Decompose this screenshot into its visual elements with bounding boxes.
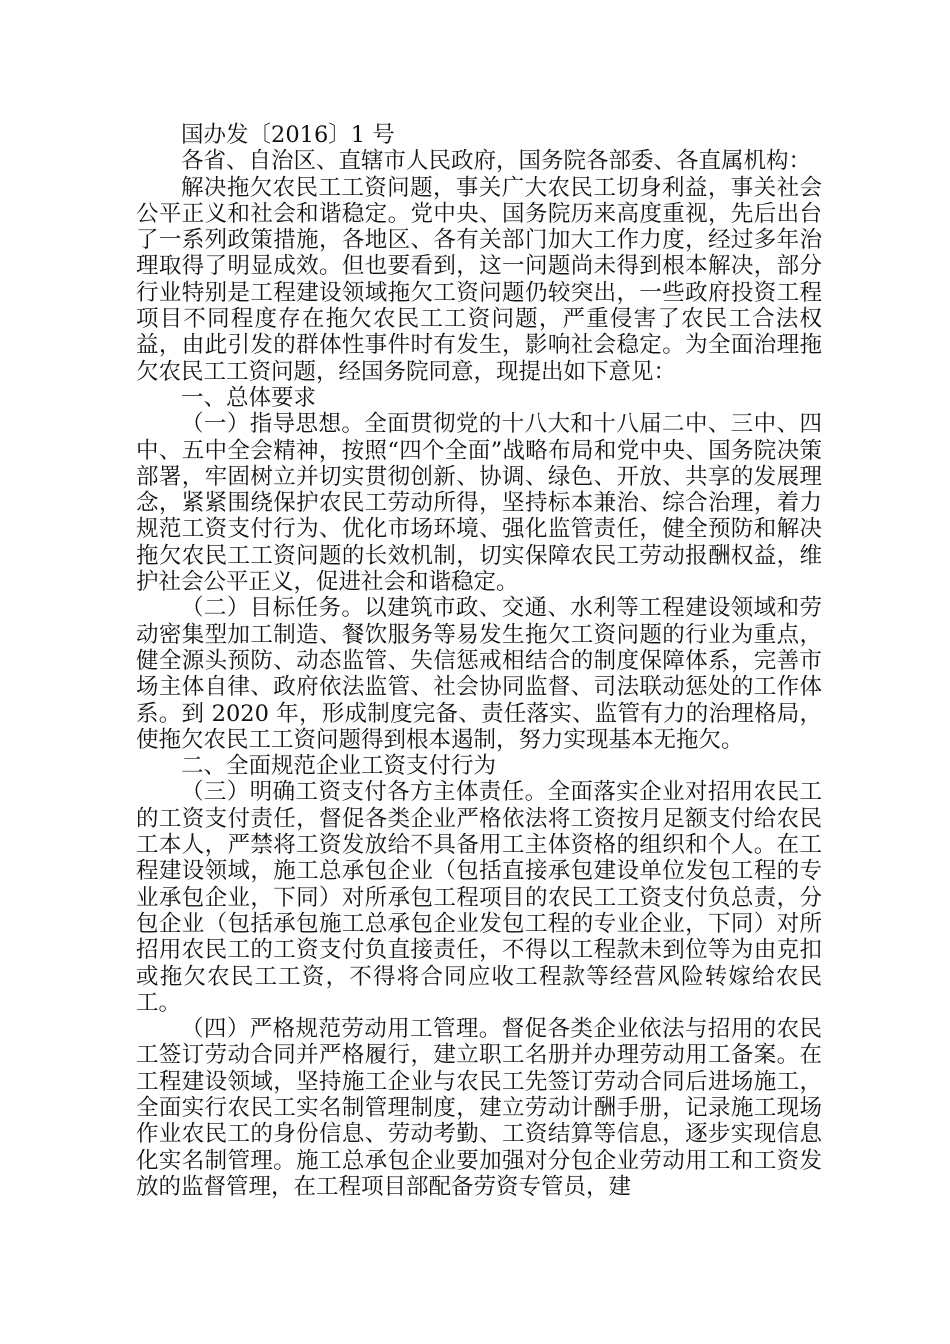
document-body [136, 122, 822, 1200]
paragraph-guiding-ideology: （一）指导思想。全面贯彻党的十八大和十八届二中、三中、四中、五中全会精神，按照“四个全面”战略布局和党中央、国务院决策部署，牢固树立并切实贯彻创新、协调、绿色、开放、共享的发展理念，紧紧围绕保护农民工劳动所得，坚持标本兼治、综合治理，着力规范工资支付行为、优化市场环境、强化监管责任，健全预防和解决拖欠农民工工资问题的长效机制，切实保障农民工劳动报酬权益，维护社会公平正义，促进社会和谐稳定。 [136, 411, 822, 596]
paragraph-responsibility: （三）明确工资支付各方主体责任。全面落实企业对招用农民工的工资支付责任，督促各类企业严格依法将工资按月足额支付给农民工本人，严禁将工资发放给不具备用工主体资格的组织和个人。在工程建设领域，施工总承包企业（包括直接承包建设单位发包工程的专业承包企业，下同）对所承包工程项目的农民工工资支付负总责，分包企业（包括承包施工总承包企业发包工程的专业企业，下同）对所招用农民工的工资支付负直接责任，不得以工程款未到位等为由克扣或拖欠农民工工资，不得将合同应收工程款等经营风险转嫁给农民工。 [136, 779, 822, 1016]
salutation: 各省、自治区、直辖市人民政府，国务院各部委、各直属机构： [181, 148, 812, 175]
document-number: 国办发〔2016〕1 号 [181, 122, 395, 148]
paragraph-target-tasks: （二）目标任务。以建筑市政、交通、水利等工程建设领域和劳动密集型加工制造、餐饮服务等易发生拖欠工资问题的行业为重点，健全源头预防、动态监管、失信惩戒相结合的制度保障体系，完善市场主体自律、政府依法监管、社会协同监督、司法联动惩处的工作体系。到 2020 年，形成制度完备、责任落实、监管有力的治理格局，使拖欠农民工工资问题得到根本遏制，努力实现基本无拖欠。 [136, 595, 822, 753]
paragraph-labor-management: （四）严格规范劳动用工管理。督促各类企业依法与招用的农民工签订劳动合同并严格履行，建立职工名册并办理劳动用工备案。在工程建设领域，坚持施工企业与农民工先签订劳动合同后进场施工，全面实行农民工实名制管理制度，建立劳动计酬手册，记录施工现场作业农民工的身份信息、劳动考勤、工资结算等信息，逐步实现信息化实名制管理。施工总承包企业要加强对分包企业劳动用工和工资发放的监督管理，在工程项目部配备劳资专管员，建 [136, 1016, 822, 1200]
section-heading-2: 二、全面规范企业工资支付行为 [181, 753, 497, 780]
section-heading-1: 一、总体要求 [181, 384, 317, 411]
intro-paragraph: 解决拖欠农民工工资问题，事关广大农民工切身利益，事关社会公平正义和社会和谐稳定。党中央、国务院历来高度重视，先后出台了一系列政策措施，各地区、各有关部门加大工作力度，经过多年治理取得了明显成效。但也要看到，这一问题尚未得到根本解决，部分行业特别是工程建设领域拖欠工资问题仍较突出，一些政府投资工程项目不同程度存在拖欠农民工工资问题，严重侵害了农民工合法权益，由此引发的群体性事件时有发生，影响社会稳定。为全面治理拖欠农民工工资问题，经国务院同意，现提出如下意见： [136, 174, 822, 385]
